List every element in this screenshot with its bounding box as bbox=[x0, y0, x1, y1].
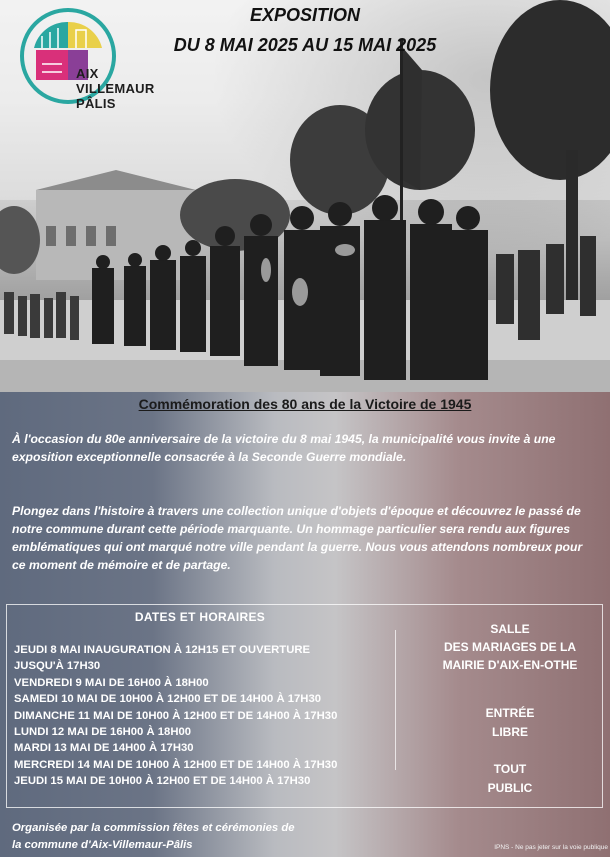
schedule-divider bbox=[395, 630, 396, 770]
historic-parade-photo bbox=[0, 0, 610, 392]
schedule-item: MERCREDI 14 MAI DE 10H00 À 12H00 ET DE 14H00 À 17H30 bbox=[14, 758, 338, 771]
venue-line: DES MARIAGES DE LA bbox=[443, 640, 576, 654]
schedule-item: JEUDI 15 MAI DE 10H00 À 12H00 ET DE 14H00 À 17H30 bbox=[14, 775, 311, 788]
schedule-list bbox=[14, 642, 394, 790]
intro-paragraph: À l'occasion du 80e anniversaire de la victoire du 8 mai 1945, la municipalité vous invite à une exposition exceptionnelle consacrée à la Seconde Guerre mondiale. bbox=[12, 432, 556, 464]
audience-info bbox=[420, 760, 600, 798]
entry-line: LIBRE bbox=[492, 725, 528, 739]
schedule-item: LUNDI 12 MAI DE 16H00 À 18H00 bbox=[14, 726, 192, 739]
commemoration-heading: Commémoration des 80 ans de la Victoire de 1945 bbox=[138, 396, 472, 412]
dates-heading: DATES ET HORAIRES bbox=[134, 610, 266, 624]
schedule-item: SAMEDI 10 MAI DE 10H00 À 12H00 ET DE 14H00 À 17H30 bbox=[14, 693, 322, 706]
organiser-line: Organisée par la commission fêtes et cérémonies de bbox=[12, 822, 295, 834]
schedule-item: DIMANCHE 11 MAI DE 10H00 À 12H00 ET DE 14H00 À 17H30 bbox=[14, 709, 338, 722]
venue-line: MAIRIE D'AIX-EN-OTHE bbox=[442, 658, 578, 672]
schedule-item: JEUDI 8 MAI INAUGURATION À 12H15 ET OUVERTURE JUSQU'À 17H30 bbox=[14, 644, 311, 673]
tricolor-info-panel bbox=[0, 392, 610, 857]
exhibition-title bbox=[150, 0, 460, 60]
free-entry-info bbox=[420, 704, 600, 742]
audience-line: TOUT bbox=[493, 762, 527, 776]
audience-line: PUBLIC bbox=[487, 781, 533, 795]
exhibition-dates: DU 8 MAI 2025 AU 15 MAI 2025 bbox=[173, 35, 437, 55]
legal-note: IPNS - Ne pas jeter sur la voie publique bbox=[494, 844, 608, 851]
schedule-item: VENDREDI 9 MAI DE 16H00 À 18H00 bbox=[14, 676, 209, 689]
venue-line: SALLE bbox=[490, 622, 530, 636]
organiser-line: la commune d'Aix-Villemaur-Pâlis bbox=[12, 839, 193, 851]
exhibition-title-line1: EXPOSITION bbox=[249, 5, 361, 25]
organiser-credit bbox=[12, 820, 352, 854]
schedule-item: MARDI 13 MAI DE 14H00 À 17H30 bbox=[14, 742, 194, 755]
description-paragraph: Plongez dans l'histoire à travers une collection unique d'objets d'époque et découvrez le passé de notre commune durant cette période marquante. Un hommage particulier sera rendu aux figures emblématiques qui ont marqué notre ville pendant la guerre. Nous vous attendons nombreux pour ce moment de mémoire et de partage. bbox=[12, 504, 583, 572]
logo-name-line: PÂLIS bbox=[76, 96, 116, 111]
venue-info bbox=[420, 620, 600, 674]
logo-name-line: AIX bbox=[76, 66, 99, 81]
logo-name-line: VILLEMAUR bbox=[76, 81, 155, 96]
logo-wordmark bbox=[76, 66, 155, 111]
entry-line: ENTRÉE bbox=[485, 706, 535, 720]
